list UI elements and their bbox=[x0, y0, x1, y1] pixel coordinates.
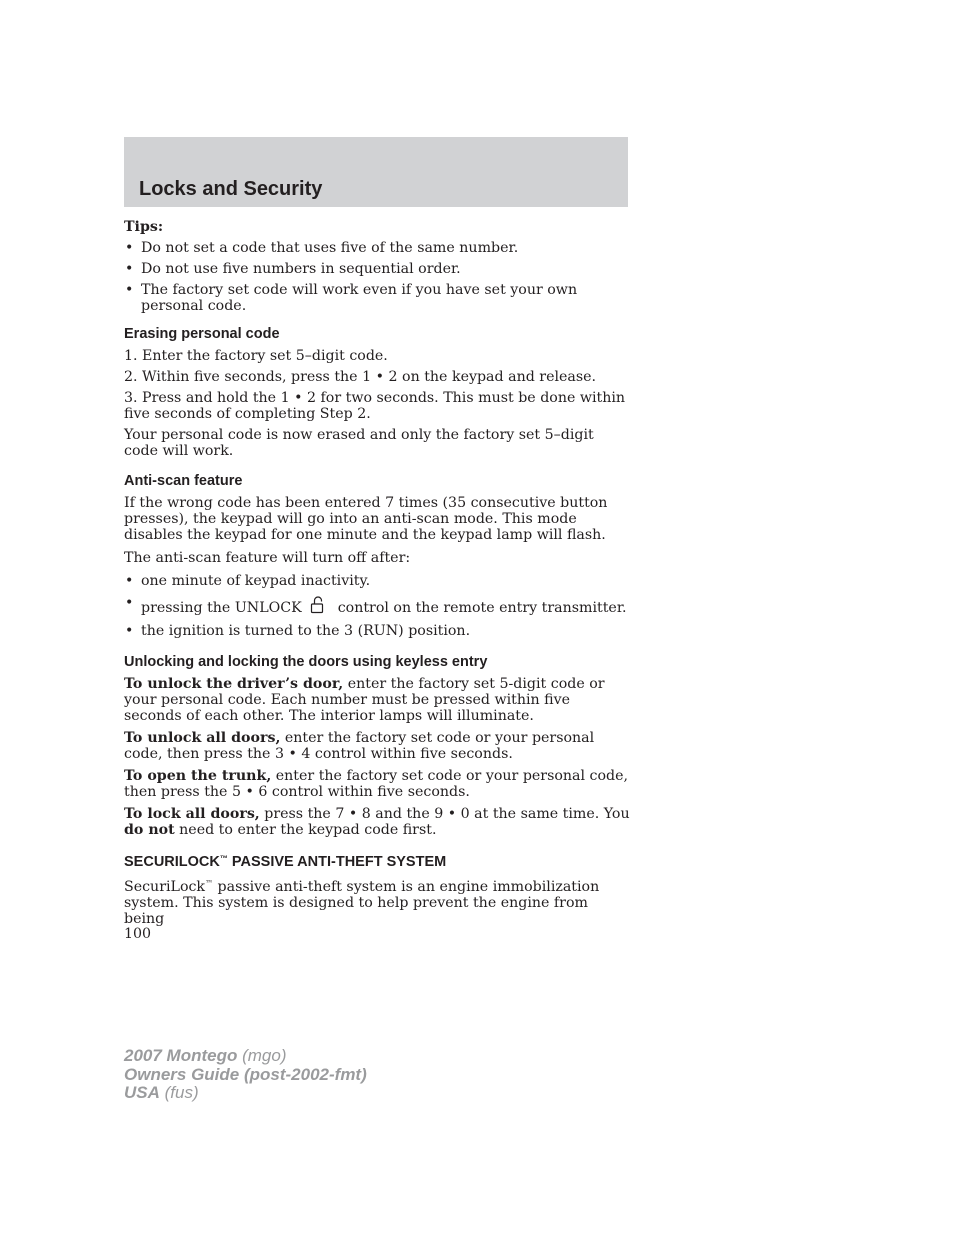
antiscan-list bbox=[124, 573, 630, 639]
antiscan-intro: If the wrong code has been entered 7 times (35 consecutive button presses), the keypad will go into an anti-scan mode. This mode disables the keypad for one minute and the keypad lamp will flash. bbox=[124, 495, 608, 543]
erasing-step-2: 2. Within five seconds, press the 1 • 2 on the keypad and release. bbox=[124, 369, 597, 385]
keyless-all-doors: To unlock all doors, enter the factory set code or your personal code, then press the 3 • 4 control within five seconds. bbox=[124, 730, 595, 762]
list-item: • Do not use five numbers in sequential order. bbox=[125, 261, 461, 277]
bullet-icon: • bbox=[125, 261, 134, 277]
list-item: • one minute of keypad inactivity. bbox=[125, 573, 371, 589]
unlock-padlock-icon bbox=[308, 595, 328, 615]
footer-line-2: Owners Guide (post-2002-fmt) bbox=[124, 1064, 367, 1084]
list-item: • The factory set code will work even if you have set your own personal code. bbox=[125, 282, 578, 314]
keyless-trunk: To open the trunk, enter the factory set code or your personal code, then press the 5 • 6 control within five seconds. bbox=[124, 768, 629, 800]
section-title: Locks and Security bbox=[139, 178, 323, 200]
footer-line-3: USA (fus) bbox=[124, 1083, 199, 1102]
erasing-step-1: 1. Enter the factory set 5–digit code. bbox=[124, 348, 388, 364]
erasing-heading: Erasing personal code bbox=[124, 326, 280, 342]
trademark-symbol: ™ bbox=[219, 854, 228, 863]
page-number: 100 bbox=[124, 926, 152, 942]
section-header-band bbox=[124, 137, 628, 207]
bullet-icon: • bbox=[125, 282, 134, 298]
bullet-icon: • bbox=[125, 595, 134, 611]
securilock-body: SecuriLock™ passive anti-theft system is an engine immobilization system. This system is designed to help prevent the engine from being bbox=[124, 879, 600, 927]
antiscan-turnoff: The anti-scan feature will turn off after: bbox=[124, 550, 411, 566]
list-item: • the ignition is turned to the 3 (RUN) position. bbox=[125, 623, 471, 639]
trademark-symbol: ™ bbox=[205, 879, 214, 888]
bullet-icon: • bbox=[125, 573, 134, 589]
list-item: • Do not set a code that uses five of the same number. bbox=[125, 240, 519, 256]
bullet-icon: • bbox=[125, 623, 134, 639]
document-footer bbox=[124, 1047, 367, 1103]
bullet-icon: • bbox=[125, 240, 134, 256]
keyless-lock: To lock all doors, press the 7 • 8 and the 9 • 0 at the same time. You do not need to enter the keypad code first. bbox=[124, 806, 630, 838]
footer-line-1: 2007 Montego (mgo) bbox=[124, 1046, 287, 1065]
securilock-heading: SECURILOCK™ PASSIVE ANTI-THEFT SYSTEM bbox=[124, 854, 447, 870]
tips-label: Tips: bbox=[124, 219, 164, 235]
erasing-result: Your personal code is now erased and only the factory set 5–digit code will work. bbox=[124, 427, 594, 459]
erasing-step-3: 3. Press and hold the 1 • 2 for two seconds. This must be done within five seconds of completing Step 2. bbox=[124, 390, 626, 422]
antiscan-heading: Anti-scan feature bbox=[124, 473, 243, 489]
tips-list bbox=[124, 240, 630, 314]
page-content bbox=[124, 219, 630, 932]
keyless-driver-door: To unlock the driver’s door, enter the factory set 5-digit code or your personal code. Each number must be pressed within five seconds of each other. The interior lamps will illuminate. bbox=[124, 676, 605, 724]
list-item: • pressing the UNLOCK control on the remote entry transmitter. bbox=[125, 595, 627, 616]
keyless-heading: Unlocking and locking the doors using keyless entry bbox=[124, 654, 488, 670]
